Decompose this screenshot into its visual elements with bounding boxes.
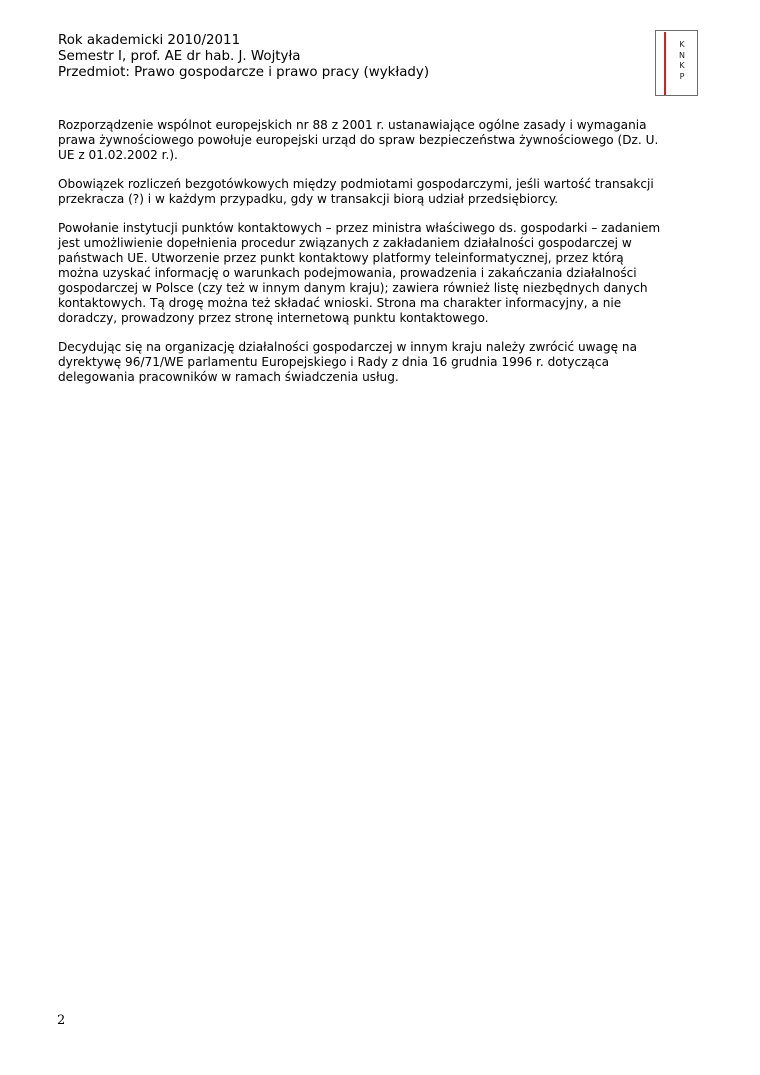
page-number: 2 [57, 1013, 66, 1028]
text-line: Decydując się na organizację działalności gospodarczej w innym kraju należy zwrócić uwagę na [58, 340, 638, 354]
document-body [58, 118, 708, 399]
text-line: kontaktowych. Tą drogę można też składać wnioski. Strona ma charakter informacyjny, a nie [58, 296, 622, 310]
text-line: dyrektywę 96/71/WE parlamentu Europejskiego i Rady z dnia 16 grudnia 1996 r. dotycząca [58, 355, 610, 369]
paragraph-food-safety-regulation [58, 118, 708, 163]
text-line: delegowania pracowników w ramach świadczenia usług. [58, 370, 399, 384]
text-line: jest umożliwienie dopełnienia procedur związanych z zakładaniem działalności gospodarczej w [58, 236, 632, 250]
text-line: Powołanie instytucji punktów kontaktowych – przez ministra właściwego ds. gospodarki – zadaniem [58, 221, 661, 235]
logo-accent-bar [664, 32, 666, 95]
paragraph-posting-workers-directive [58, 340, 708, 385]
logo-letter: P [679, 71, 685, 81]
text-line: UE z 01.02.2002 r.). [58, 148, 178, 162]
text-line: można uzyskać informację o warunkach podejmowania, prowadzenia i zakańczania działalności [58, 266, 637, 280]
text-line: Obowiązek rozliczeń bezgotówkowych między podmiotami gospodarczymi, jeśli wartość transakcji [58, 177, 654, 191]
paragraph-contact-points [58, 221, 708, 326]
knkp-logo [655, 30, 698, 96]
header-subject: Przedmiot: Prawo gospodarcze i prawo pracy (wykłady) [58, 65, 430, 80]
logo-letters [670, 40, 694, 82]
logo-letter: K [679, 61, 685, 70]
text-line: doradczy, prowadzony przez stronę internetową punktu kontaktowego. [58, 311, 489, 325]
text-line: przekracza (?) i w każdym przypadku, gdy w transakcji biorą udział przedsiębiorcy. [58, 192, 559, 206]
logo-letter: N [679, 50, 685, 60]
document-header [58, 33, 618, 81]
logo-letter: K [679, 40, 685, 49]
text-line: prawa żywnościowego powołuje europejski urząd do spraw bezpieczeństwa żywnościowego (Dz. U. [58, 133, 659, 147]
header-semester-lecturer: Semestr I, prof. AE dr hab. J. Wojtyła [58, 49, 301, 64]
text-line: państwach UE. Utworzenie przez punkt kontaktowy platformy teleinformatycznej, przez którą [58, 251, 624, 265]
text-line: gospodarczej w Polsce (czy też w innym danym kraju); zawiera również listę niezbędnych danych [58, 281, 648, 295]
text-line: Rozporządzenie wspólnot europejskich nr 88 z 2001 r. ustanawiające ogólne zasady i wymagania [58, 118, 647, 132]
header-academic-year: Rok akademicki 2010/2011 [58, 33, 241, 48]
paragraph-cashless-settlements [58, 177, 708, 207]
